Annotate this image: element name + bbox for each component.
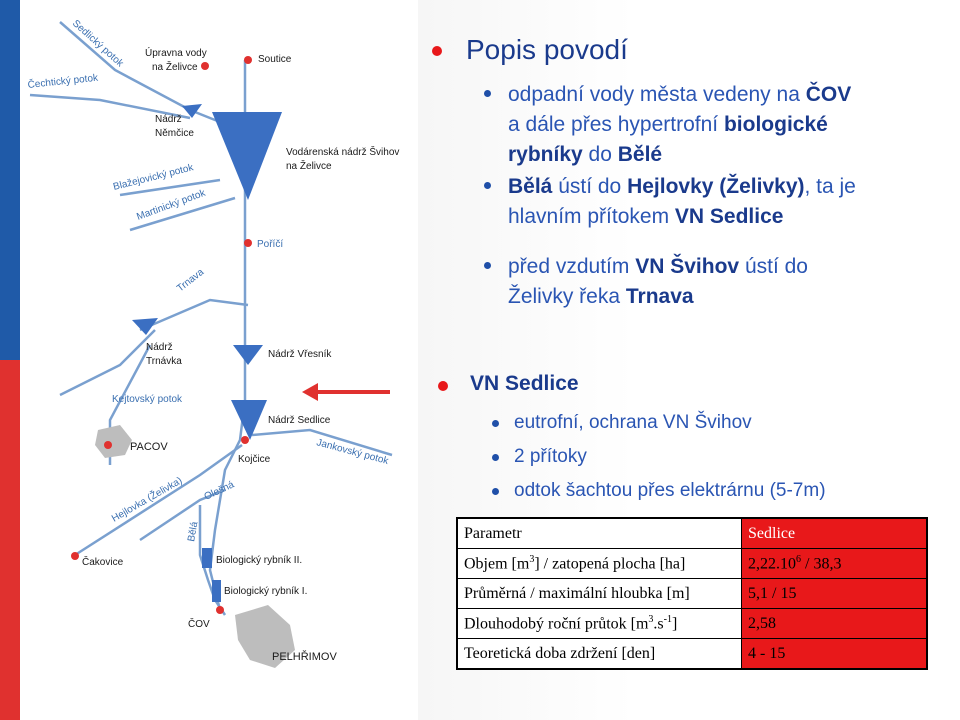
bullet-2-text: , ta je	[804, 175, 856, 198]
bullet-1-text: odpadní vody města vedeny na	[508, 83, 806, 106]
river-hejlovka	[75, 445, 242, 555]
label-nadrz-1: Nádrž	[155, 114, 182, 125]
label-vodarenska-1: Vodárenská nádrž Švihov	[286, 147, 400, 158]
bullet-2	[508, 172, 856, 232]
cell-text: ]	[672, 615, 678, 633]
table-row	[457, 579, 927, 609]
point-soutice	[244, 56, 252, 64]
river-network	[30, 22, 392, 615]
label-blazejovicky-potok: Blažejovický potok	[112, 162, 195, 193]
cell-sup: 3	[529, 553, 535, 565]
point-cov	[216, 606, 224, 614]
label-olesna: Olešná	[202, 479, 236, 503]
cell-text: / 38,3	[801, 555, 842, 573]
bullet-3-text: ústí do	[739, 255, 808, 278]
bullet-2-text: ústí do	[552, 175, 628, 198]
bullet-3-bold: VN Švihov	[635, 255, 740, 278]
label-kojcice: Kojčice	[238, 454, 271, 465]
label-biorybnik-2: Biologický rybník II.	[216, 555, 303, 566]
table-header-cell: Parametr	[457, 518, 742, 549]
sub-bullet-marker	[492, 454, 499, 461]
table-header-row	[457, 518, 927, 549]
reservoir-vresnik	[233, 345, 263, 365]
table-cell: 2,58	[742, 609, 928, 639]
table-row	[457, 549, 927, 579]
bullet-1-bold: biologické	[723, 113, 828, 136]
cell-sup: -1	[663, 613, 672, 625]
bullet-3-text: před vzdutím	[508, 255, 636, 278]
label-nadrz-sedlice: Nádrž Sedlice	[268, 415, 331, 426]
table-header-cell	[742, 518, 928, 549]
table-cell: Průměrná / maximální hloubka [m]	[457, 579, 742, 609]
table-cell	[457, 609, 742, 639]
cell-text: ] / zatopená plocha [ha]	[534, 555, 686, 573]
cell-text: Dlouhodobý roční průtok [m	[464, 615, 649, 633]
table-cell: 5,1 / 15	[742, 579, 928, 609]
bullet-1-bold: Bělé	[617, 143, 663, 166]
town-pacov-area	[95, 425, 132, 458]
point-pacov	[104, 441, 112, 449]
label-pacov: PACOV	[130, 441, 168, 453]
table-cell	[457, 549, 742, 579]
label-hejlovka: Hejlovka (Želivka)	[110, 475, 185, 525]
label-vresnik: Nádrž Vřesník	[268, 349, 332, 360]
table-row	[457, 639, 927, 670]
bullet-marker	[484, 182, 491, 189]
point-upravna	[201, 62, 209, 70]
sub-bullet-marker	[492, 420, 499, 427]
bullet-1-bold: rybníky	[508, 143, 583, 166]
bullet-2-bold: Hejlovky (Želivky)	[627, 175, 805, 198]
parameter-table	[456, 517, 928, 670]
cell-text: .s	[653, 615, 664, 633]
label-cakovice: Čakovice	[82, 557, 124, 568]
bullet-3-bold: Trnava	[625, 285, 694, 308]
table-cell	[742, 549, 928, 579]
cell-text: 2,22.10	[748, 555, 796, 573]
bullet-3	[508, 252, 808, 312]
cell-sup: 6	[796, 553, 801, 565]
label-vodarenska-2: na Želivce	[286, 161, 332, 172]
table-cell: 4 - 15	[742, 639, 928, 670]
label-upravna-vody: Úpravna vody	[145, 48, 207, 59]
slide-title: Popis povodí	[466, 34, 628, 65]
bio-pond-1	[212, 580, 221, 602]
point-cakovice	[71, 552, 79, 560]
bullet-1	[508, 80, 851, 170]
label-soutice: Soutice	[258, 54, 292, 65]
label-biorybnik-1: Biologický rybník I.	[224, 586, 308, 597]
label-bela: Bělá	[186, 520, 201, 543]
label-cov: ČOV	[188, 619, 210, 630]
section-title: VN Sedlice	[470, 372, 579, 395]
label-porici: Poříčí	[257, 239, 284, 250]
label-nemcice: Němčice	[155, 128, 194, 139]
cell-text: Objem [m	[464, 555, 530, 573]
bullet-1-bold: ČOV	[805, 83, 852, 106]
sub-bullet-1: eutrofní, ochrana VN Švihov	[514, 412, 752, 433]
bullet-marker	[484, 90, 491, 97]
flag-blue-stripe	[0, 0, 20, 360]
bio-pond-2	[202, 548, 212, 568]
bullet-2-text: hlavním přítokem	[508, 205, 675, 228]
label-jankovsky-potok: Jankovský potok	[315, 437, 390, 468]
table-cell: Teoretická doba zdržení [den]	[457, 639, 742, 670]
point-porici	[244, 239, 252, 247]
sub-bullet-3: odtok šachtou přes elektrárnu (5-7m)	[514, 480, 826, 501]
label-cechticky-potok: Čechtický potok	[27, 72, 99, 91]
label-na-zelivce-1: na Želivce	[152, 62, 198, 73]
river-basin-map	[20, 0, 418, 720]
cell-sup: 3	[648, 613, 654, 625]
reservoir-svihov	[212, 112, 282, 200]
river-trnava	[140, 300, 248, 330]
bullet-3-text: Želivky řeka	[508, 285, 626, 308]
flag-red-stripe	[0, 360, 20, 720]
title-bullet	[432, 46, 442, 56]
point-kojcice	[241, 436, 249, 444]
bullet-marker	[484, 262, 491, 269]
bullet-2-bold: VN Sedlice	[674, 205, 784, 228]
bullet-2-bold: Bělá	[508, 175, 553, 198]
table-row	[457, 609, 927, 639]
bullet-1-text: do	[582, 143, 618, 166]
label-martinicky-potok: Martinický potok	[135, 187, 207, 223]
bullet-1-text: a dále přes hypertrofní	[508, 113, 724, 136]
label-pelhrimov: PELHŘIMOV	[272, 651, 337, 663]
table-header-text: Sedlice	[748, 524, 796, 542]
label-nadrz-2: Nádrž	[146, 342, 173, 353]
label-trnavka: Trnávka	[146, 356, 182, 367]
arrow-head	[302, 383, 318, 401]
label-sedlicky-potok: Sedlický potok	[69, 18, 126, 70]
sub-bullet-2: 2 přítoky	[514, 446, 587, 467]
section-bullet	[438, 381, 448, 391]
label-kejtovsky-potok: Kejtovský potok	[112, 394, 183, 405]
label-trnava: Trnava	[175, 266, 207, 295]
sub-bullet-marker	[492, 488, 499, 495]
